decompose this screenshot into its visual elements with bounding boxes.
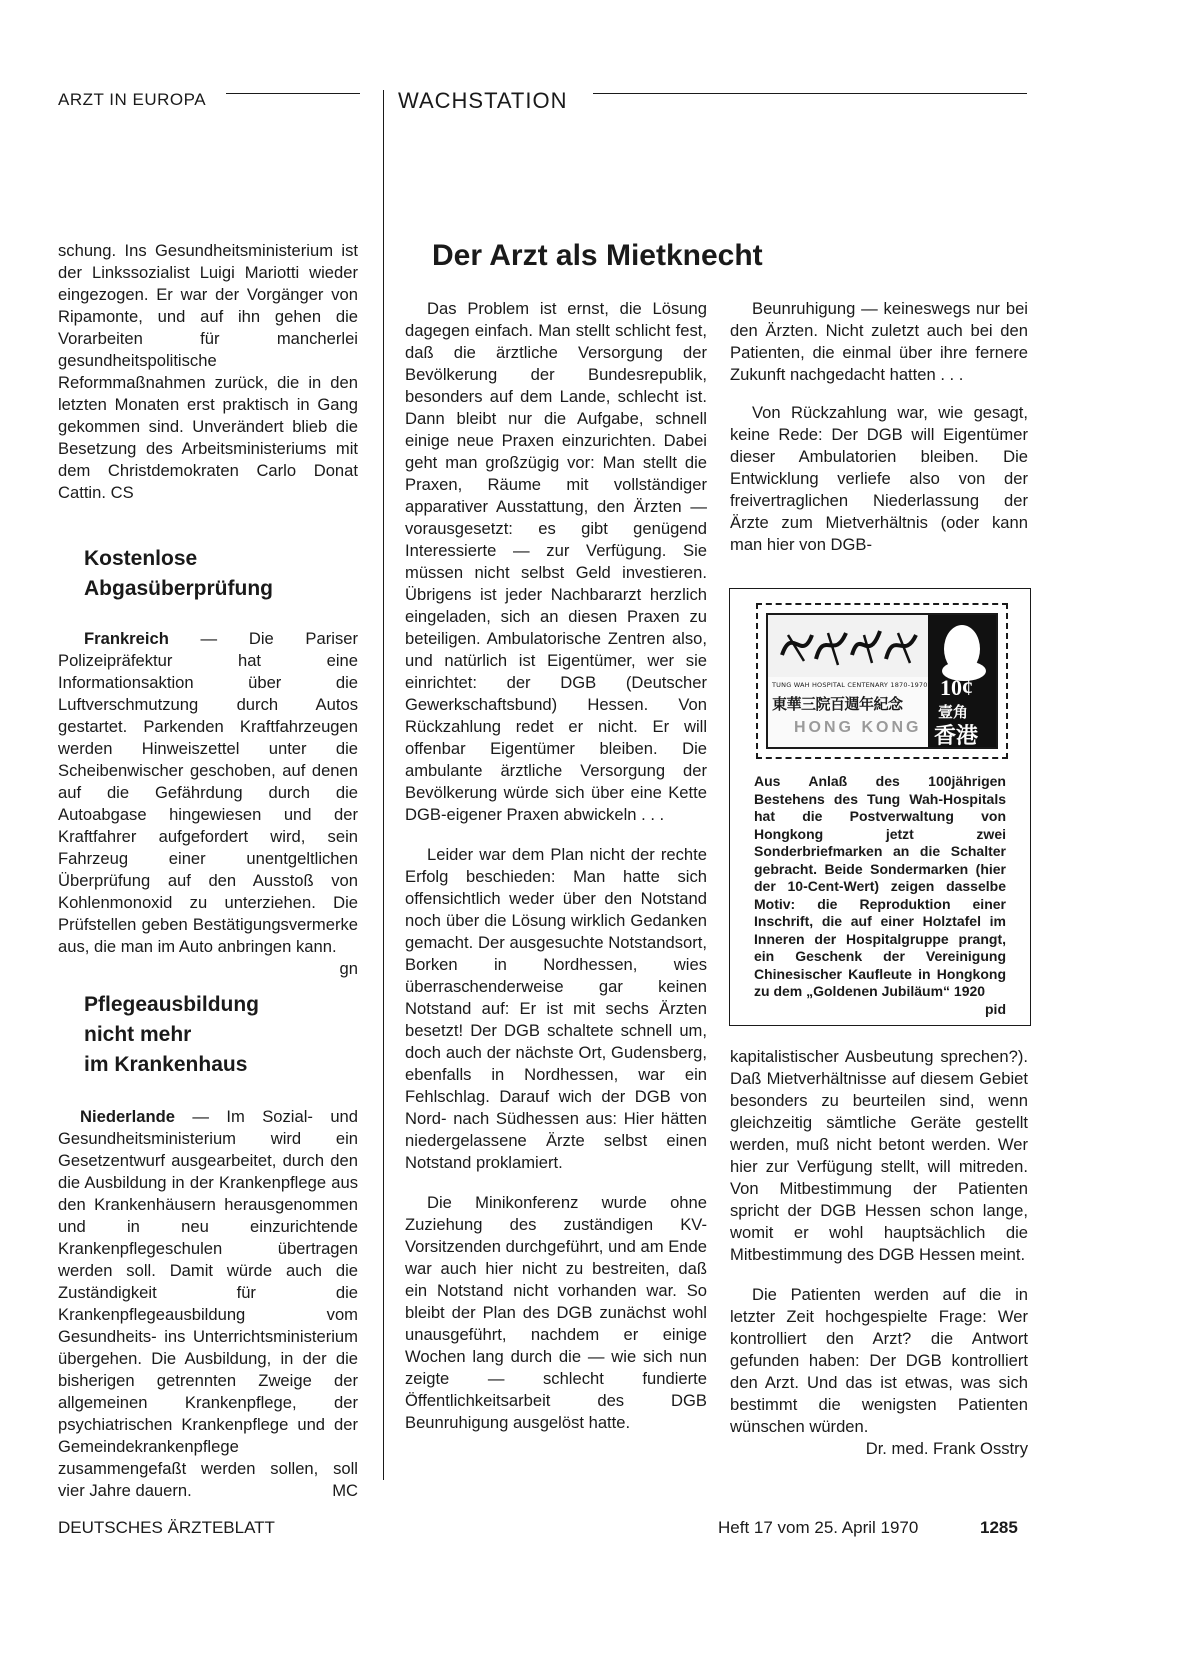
stamp-caption: Aus Anlaß des 100jährigen Bestehens des Tung Wah-Hospitals hat die Postverwaltung von Hongkong jetzt zwei Sonderbriefmarken an die Schalter gebracht. Beide Sondermarken (hier der 10-Cent-Wert) zeigen dasselbe Motiv: die Reproduktion einer Inschrift, die auf einer Holztafel im Inneren der Hospitalgruppe prangt, ein Geschenk der Vereinigung Chinesischer Kaufleute in Hongkong zu dem „Goldenen Jubiläum“ 1920 pid	[754, 773, 1006, 1017]
main-column-1	[405, 298, 707, 1444]
section-header-left: ARZT IN EUROPA	[58, 90, 207, 109]
main-paragraph-2: Leider war dem Plan nicht der rechte Erfolg beschieden: Man hatte sich offensichtlich weder über den Notstand noch über die Lösung wirklich Gedanken gemacht. Der ausgesuchte Notstandsort, Borken in Nordhessen, wies überraschenderweise gar keinen Notstand auf: Er ist mit sechs Ärzten besetzt! Der DGB schaltete schnell um, doch auch der nächste Ort, Gudensberg, ebenfalls in Nordhessen, war ein Fehlschlag. Darauf wich der DGB von Nord- nach Südhessen aus: Hier hätten niedergelassene Ärzte selbst einen Notstand proklamiert.	[405, 845, 707, 1172]
author-signature: Dr. med. Frank Osstry	[865, 1439, 1028, 1458]
section-header-right: WACHSTATION	[398, 88, 568, 113]
main-column-2-bottom	[730, 1046, 1028, 1460]
article-signature-mc: MC	[332, 1481, 358, 1500]
article-lead-niederlande: Niederlande	[80, 1107, 175, 1126]
stamp-banner: TUNG WAH HOSPITAL CENTENARY 1870-1970	[772, 681, 928, 689]
stamp-country-watermark: HONG KONG	[794, 719, 922, 736]
article-title-pflege: Pflegeausbildung nicht mehr im Krankenhaus	[84, 993, 260, 1076]
footer-page-number: 1285	[980, 1518, 1018, 1537]
left-column	[58, 240, 358, 514]
main-article-title: Der Arzt als Mietknecht	[432, 239, 763, 272]
main-paragraph-3: Die Minikonferenz wurde ohne Zuziehung des zuständigen KV-Vorsitzenden durchgeführt, und am Ende war auch hier nicht zu bestreiten, daß ein Notstand nicht vorhanden war. So bleibt der Plan des DGB zunächst wohl unausgeführt, nachdem er einige Wochen lang durch die — wie sich nun zeigte — schlecht fundierte Öffentlichkeitsarbeit des DGB Beunruhigung ausgelöst hatte.	[405, 1193, 707, 1432]
footer-journal: DEUTSCHES ÄRZTEBLATT	[58, 1518, 275, 1537]
stamp-image	[756, 603, 1008, 759]
header-rule-left	[226, 93, 360, 94]
stamp-figure	[729, 588, 1031, 1026]
column-divider	[383, 90, 384, 1480]
article-title-abgas: Kostenlose Abgasüberprüfung	[84, 547, 273, 600]
caption-signature: pid	[985, 1000, 1006, 1017]
article-body-pflege: Niederlande — Im Sozial- und Gesundheitsministerium wird ein Gesetzentwurf ausgearbeitet, durch den die Ausbildung in der Krankenpflege aus den Krankenhäusern herausgenommen und in neu einzurichtende Krankenpflegeschulen übertragen werden soll. Damit würde auch die Zuständigkeit für die Krankenpflegeausbildung vom Gesundheits- ins Unterrichtsministerium übergehen. Die Ausbildung, in der die bisherigen getrennten Zweige der allgemeinen Krankenpflege, der psychiatrischen Krankenpflege und der Gemeindekrankenpflege zusammengefaßt werden sollen, soll vier Jahre dauern. MC	[58, 1107, 358, 1500]
main-paragraph-7: Die Patienten werden auf die in letzter Zeit hochgespielte Frage: Wer kontrolliert den Arzt? die Antwort gefunden haben: Der DGB kontrolliert den Arzt. Und das ist etwas, was sich bestimmt die wenigsten Patienten wünschen würden. Dr. med. Frank Osstry	[730, 1285, 1028, 1458]
main-paragraph-1: Das Problem ist ernst, die Lösung dagegen einfach. Man stellt schlicht fest, daß die ärztliche Versorgung der Bevölkerung der Bundesrepublik, besonders auf dem Lande, schlecht ist. Dann bleibt nur die Aufgabe, schnell einige neue Praxen einzurichten. Dabei geht man großzügig vor: Man stellt die Praxen, Räume mit vollständiger apparativer Ausstattung, den Ärzten — vorausgesetzt: es gibt genügend Interessierte — zur Verfügung. Sie müssen nicht selbst Geld investieren. Übrigens ist jeder Nachbararzt herzlich eingeladen, sich an diesen Praxen zu beteiligen. Ambulatorische Zentren also, und natürlich ist Eigentümer, wer sie einrichtet: der DGB (Deutscher Gewerkschaftsbund) Hessen. Von Rückzahlung redet er nicht. Er will offenbar Eigentümer bleiben. Die ambulante ärztliche Versorgung der Bevölkerung würde sich über eine Kette DGB-eigener Praxen abwickeln . . .	[405, 299, 707, 824]
stamp-country-chinese: 香港	[934, 723, 979, 748]
main-paragraph-6: kapitalistischer Ausbeutung sprechen?). Daß Mietverhältnisse auf diesem Gebiet besonders zu beurteilen sind, wenn gleichzeitig sämtliche Geräte gestellt werden, muß nicht betont werden. Wer hier zur Verfügung stellt, will mitreden. Von Mitbestimmung der Patienten spricht der DGB Hessen schon lange, womit er wohl hauptsächlich die Mitbestimmung des DGB Hessen meint.	[730, 1047, 1028, 1264]
main-column-2-top	[730, 298, 1028, 566]
footer-issue: Heft 17 vom 25. April 1970	[718, 1518, 919, 1537]
header-rule-right	[593, 93, 1027, 94]
article-lead-frankreich: Frankreich	[84, 629, 169, 648]
main-paragraph-4: Beunruhigung — keineswegs nur bei den Ärzten. Nicht zuletzt auch bei den Patienten, die einmal über ihre fernere Zukunft nachgedacht hatten . . .	[730, 299, 1028, 384]
intro-paragraph: schung. Ins Gesundheitsministerium ist der Linkssozialist Luigi Mariotti wieder eingezogen. Er war der Vorgänger von Ripamonte, und auf ihn gehen die Vorarbeiten für mancherlei gesundheitspolitische Reformmaßnahmen zurück, die in den letzten Monaten erst praktisch in Gang gekommen sind. Unverändert blieb die Besetzung des Arbeitsministeriums mit dem Christdemokraten Carlo Donat Cattin. CS	[58, 241, 358, 502]
stamp-value-chinese: 壹角	[938, 704, 969, 721]
main-paragraph-5: Von Rückzahlung war, wie gesagt, keine Rede: Der DGB will Eigentümer dieser Ambulatorien bleiben. Die Entwicklung verliefe also von der freivertraglichen Niederlassung der Ärzte zum Mietverhältnis (oder kann man hier von DGB-	[730, 403, 1028, 554]
article-body-abgas: Frankreich — Die Pariser Polizeipräfektur hat eine Informationsaktion über die Luftverschmutzung durch Autos gestartet. Parkenden Kraftfahrzeugen werden Hinweiszettel unter die Scheibenwischer geschoben, auf denen auf die Gefährdung durch die Autoabgase hingewiesen und der Kraftfahrer aufgefordert wird, sein Fahrzeug einer unentgeltlichen Überprüfung auf den Ausstoß von Kohlenmonoxid zu unterziehen. Die Prüfstellen geben Bestätigungsvermerke aus, die man im Auto anbringen kann. gn	[58, 629, 358, 978]
intro-signature: CS	[110, 483, 134, 502]
article-signature-gn: gn	[339, 959, 358, 978]
stamp-chinese-text: 東華三院百週年紀念	[772, 696, 903, 713]
stamp-value: 10¢	[940, 675, 973, 700]
